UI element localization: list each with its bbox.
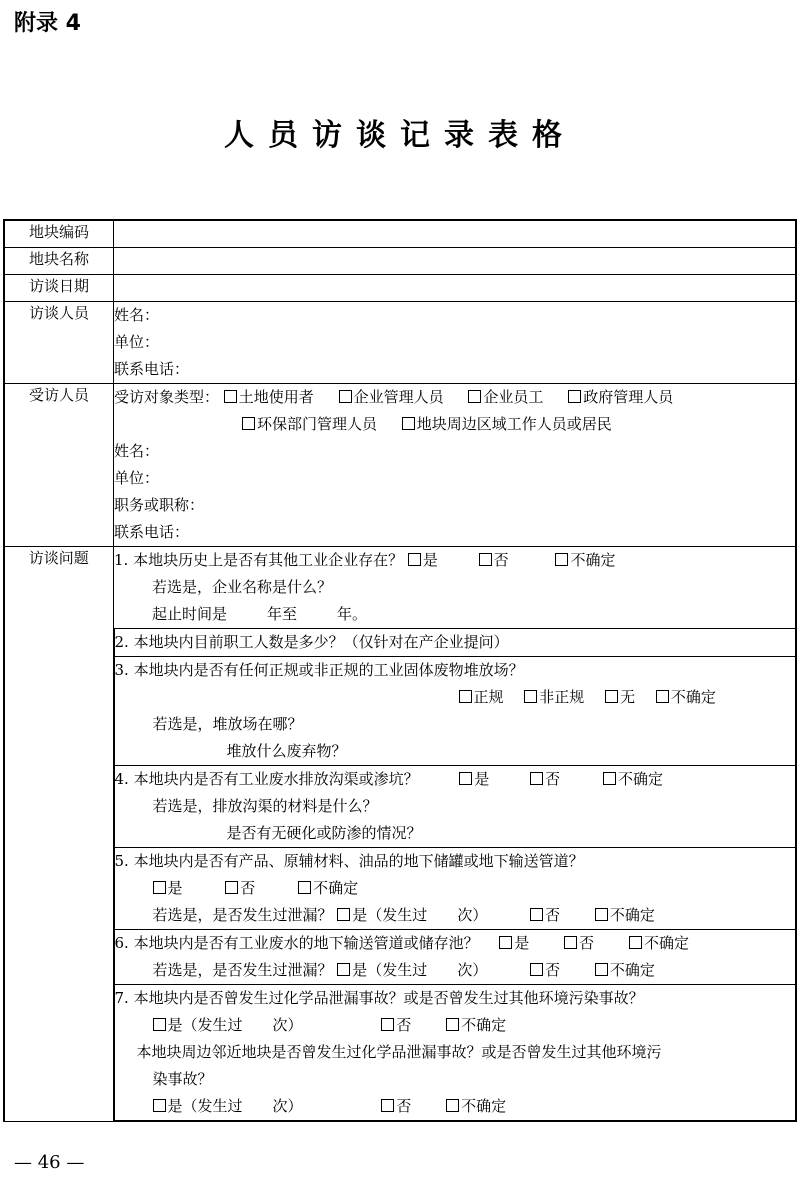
questions-label: 访谈问题 bbox=[4, 547, 114, 1122]
q5-leak-line: 若选是，是否发生过泄漏？ 是（发生过 次） 否 不确定 bbox=[115, 902, 796, 929]
q5-leak-no[interactable]: 否 bbox=[530, 902, 560, 929]
checkbox-icon bbox=[595, 963, 608, 976]
checkbox-icon bbox=[225, 881, 238, 894]
checkbox-icon bbox=[629, 936, 642, 949]
q6-option-unsure[interactable]: 不确定 bbox=[629, 930, 689, 957]
interview-date-label: 访谈日期 bbox=[4, 275, 114, 302]
q5-leak-unsure[interactable]: 不确定 bbox=[595, 902, 655, 929]
plot-name-label: 地块名称 bbox=[4, 248, 114, 275]
q5-option-unsure[interactable]: 不确定 bbox=[298, 875, 358, 902]
checkbox-icon bbox=[595, 908, 608, 921]
type-option-enterprise-employee[interactable]: 企业员工 bbox=[468, 384, 543, 411]
type-option-enterprise-manager[interactable]: 企业管理人员 bbox=[339, 384, 444, 411]
q5-option-yes[interactable]: 是 bbox=[153, 875, 183, 902]
q3-option-informal[interactable]: 非正规 bbox=[524, 684, 584, 711]
checkbox-icon bbox=[459, 690, 472, 703]
q7-option-unsure[interactable]: 不确定 bbox=[446, 1012, 506, 1039]
interviewer-cell[interactable] bbox=[114, 302, 797, 384]
checkbox-icon bbox=[153, 881, 166, 894]
checkbox-icon bbox=[298, 881, 311, 894]
q1-sub-2: 起止时间是 年至 年。 bbox=[152, 605, 368, 623]
q7-nearby-option-no[interactable]: 否 bbox=[381, 1093, 411, 1120]
checkbox-icon bbox=[224, 390, 237, 403]
q7-options bbox=[115, 1012, 796, 1039]
question-4 bbox=[114, 766, 797, 848]
q4-option-yes[interactable]: 是 bbox=[459, 766, 489, 793]
q7-option-yes[interactable]: 是（发生过 次） bbox=[153, 1012, 303, 1039]
plot-code-label: 地块编码 bbox=[4, 220, 114, 248]
question-5 bbox=[114, 848, 797, 930]
checkbox-icon bbox=[446, 1099, 459, 1112]
interviewee-label: 受访人员 bbox=[4, 384, 114, 547]
checkbox-icon bbox=[153, 1018, 166, 1031]
q6-leak-unsure[interactable]: 不确定 bbox=[595, 957, 655, 984]
q3-options bbox=[115, 684, 796, 711]
q6-option-no[interactable]: 否 bbox=[564, 930, 594, 957]
checkbox-icon bbox=[468, 390, 481, 403]
q1-line bbox=[114, 547, 795, 574]
interviewee-cell[interactable] bbox=[114, 384, 797, 547]
checkbox-icon bbox=[381, 1018, 394, 1031]
q1-text: 1. 本地块历史上是否有其他工业企业存在？ bbox=[114, 551, 404, 569]
checkbox-icon bbox=[459, 772, 472, 785]
q4-option-no[interactable]: 否 bbox=[530, 766, 560, 793]
q3-text: 3. 本地块内是否有任何正规或非正规的工业固体废物堆放场？ bbox=[114, 661, 524, 679]
interviewee-type-line-1 bbox=[114, 384, 795, 411]
checkbox-icon bbox=[568, 390, 581, 403]
interviewee-title: 职务或职称： bbox=[114, 496, 205, 514]
plot-code-field[interactable] bbox=[114, 220, 797, 248]
interviewer-phone: 联系电话： bbox=[114, 360, 190, 378]
q7-nearby-option-yes[interactable]: 是（发生过 次） bbox=[153, 1093, 303, 1120]
q5-option-no[interactable]: 否 bbox=[225, 875, 255, 902]
q3-sub-1: 若选是，堆放场在哪？ bbox=[152, 715, 303, 733]
plot-name-field[interactable] bbox=[114, 248, 797, 275]
checkbox-icon bbox=[555, 553, 568, 566]
question-7 bbox=[114, 985, 797, 1122]
page-title: 人员访谈记录表格 bbox=[224, 118, 576, 153]
interviewee-name: 姓名： bbox=[114, 442, 160, 460]
interview-record-table bbox=[3, 219, 797, 1122]
q7-nearby-option-unsure[interactable]: 不确定 bbox=[446, 1093, 506, 1120]
page-number: — 46 — bbox=[14, 1152, 85, 1173]
checkbox-icon bbox=[530, 908, 543, 921]
q1-option-unsure[interactable]: 不确定 bbox=[555, 547, 615, 574]
question-1 bbox=[114, 547, 797, 629]
q7-nearby-options bbox=[115, 1093, 796, 1120]
question-2 bbox=[114, 629, 797, 657]
checkbox-icon bbox=[530, 772, 543, 785]
q3-option-none[interactable]: 无 bbox=[605, 684, 635, 711]
q3-option-formal[interactable]: 正规 bbox=[459, 684, 504, 711]
checkbox-icon bbox=[564, 936, 577, 949]
q6-line bbox=[115, 930, 796, 957]
checkbox-icon bbox=[408, 553, 421, 566]
interviewer-name: 姓名： bbox=[114, 306, 160, 324]
checkbox-icon bbox=[479, 553, 492, 566]
checkbox-icon bbox=[402, 417, 415, 430]
q4-line bbox=[115, 766, 796, 793]
question-6 bbox=[114, 930, 797, 985]
type-option-government-manager[interactable]: 政府管理人员 bbox=[568, 384, 673, 411]
interviewee-unit: 单位： bbox=[114, 469, 160, 487]
checkbox-icon bbox=[337, 908, 350, 921]
appendix-label: 附录 4 bbox=[14, 11, 81, 36]
interviewee-phone: 联系电话： bbox=[114, 523, 190, 541]
q5-text: 5. 本地块内是否有产品、原辅材料、油品的地下储罐或地下输送管道？ bbox=[114, 852, 584, 870]
q5-leak-yes[interactable]: 是（发生过 次） bbox=[337, 902, 487, 929]
type-option-nearby-resident[interactable]: 地块周边区域工作人员或居民 bbox=[402, 411, 612, 438]
q7-text: 7. 本地块内是否曾发生过化学品泄漏事故？或是否曾发生过其他环境污染事故？ bbox=[114, 989, 644, 1007]
q2-text: 2. 本地块内目前职工人数是多少？（仅针对在产企业提问） bbox=[114, 633, 509, 651]
q7-option-no[interactable]: 否 bbox=[381, 1012, 411, 1039]
interviewer-unit: 单位： bbox=[114, 333, 160, 351]
q4-sub-1: 若选是，排放沟渠的材料是什么？ bbox=[152, 797, 378, 815]
checkbox-icon bbox=[605, 690, 618, 703]
checkbox-icon bbox=[530, 963, 543, 976]
q4-option-unsure[interactable]: 不确定 bbox=[603, 766, 663, 793]
type-option-env-protection[interactable]: 环保部门管理人员 bbox=[242, 411, 377, 438]
checkbox-icon bbox=[446, 1018, 459, 1031]
q5-options bbox=[115, 875, 796, 902]
q3-option-unsure[interactable]: 不确定 bbox=[656, 684, 716, 711]
q6-leak-line: 若选是，是否发生过泄漏？ 是（发生过 次） 否 不确定 bbox=[115, 957, 796, 984]
q4-text: 4. 本地块内是否有工业废水排放沟渠或渗坑？ bbox=[114, 770, 419, 788]
interview-date-field[interactable] bbox=[114, 275, 797, 302]
checkbox-icon bbox=[499, 936, 512, 949]
q6-leak-no[interactable]: 否 bbox=[530, 957, 560, 984]
question-3 bbox=[114, 657, 797, 766]
q6-option-yes[interactable]: 是 bbox=[499, 930, 529, 957]
interviewee-type-label: 受访对象类型： bbox=[114, 388, 220, 406]
q4-sub-2: 是否有无硬化或防渗的情况？ bbox=[226, 824, 422, 842]
q7-nearby-1: 本地块周边邻近地块是否曾发生过化学品泄漏事故？或是否曾发生过其他环境污 bbox=[136, 1043, 662, 1061]
q6-text: 6. 本地块内是否有工业废水的地下输送管道或储存池？ bbox=[114, 934, 479, 952]
q1-option-no[interactable]: 否 bbox=[479, 547, 509, 574]
checkbox-icon bbox=[337, 963, 350, 976]
checkbox-icon bbox=[656, 690, 669, 703]
q1-sub-1: 若选是，企业名称是什么？ bbox=[152, 578, 333, 596]
type-option-land-user[interactable]: 土地使用者 bbox=[224, 384, 314, 411]
checkbox-icon bbox=[242, 417, 255, 430]
checkbox-icon bbox=[153, 1099, 166, 1112]
interviewer-label: 访谈人员 bbox=[4, 302, 114, 384]
q3-sub-2: 堆放什么废弃物？ bbox=[226, 742, 347, 760]
checkbox-icon bbox=[381, 1099, 394, 1112]
q6-leak-yes[interactable]: 是（发生过 次） bbox=[337, 957, 487, 984]
checkbox-icon bbox=[524, 690, 537, 703]
checkbox-icon bbox=[339, 390, 352, 403]
checkbox-icon bbox=[603, 772, 616, 785]
q7-nearby-2: 染事故？ bbox=[152, 1070, 213, 1088]
interviewee-type-line-2 bbox=[114, 411, 795, 438]
q1-option-yes[interactable]: 是 bbox=[408, 547, 438, 574]
